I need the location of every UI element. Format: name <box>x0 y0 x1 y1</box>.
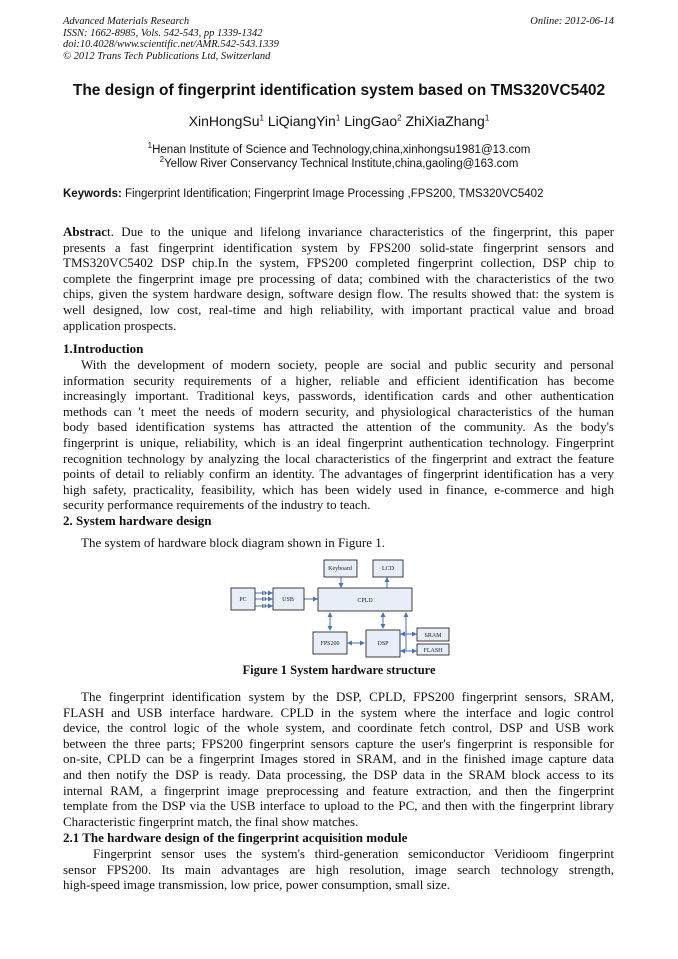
text-line: With the development of modern society, people are social and public security and personal <box>81 357 614 372</box>
section-heading: 2. System hardware design <box>63 513 212 528</box>
abstract <box>63 224 614 333</box>
text-line: on-site, CPLD can be a fingerprint Images stored in SRAM, and in the finished image capture data <box>63 751 614 767</box>
text-line <box>63 224 614 240</box>
keyboard-label: Keyboard <box>328 566 352 572</box>
intro-paragraph <box>63 357 614 513</box>
d-label: D <box>261 597 267 603</box>
text-line: well designed, low cost, real-time and high reliability, with important practical value and broad <box>63 301 614 317</box>
text-line: internal RAM, a fingerprint image preprocessing and feature extraction, and then the fingerprint <box>63 782 614 798</box>
text-line: methods can 't meet the needs of modern security, and physiological characteristics of the human <box>63 403 614 419</box>
authors <box>0 113 678 129</box>
section-heading: 1.Introduction <box>63 341 144 356</box>
text-line: sensor FPS200. Its main advantages are high resolution, image search technology strength, <box>63 861 614 877</box>
text-line: Characteristic fingerprint match, the final show matches. <box>63 813 359 829</box>
text-line: and then notify the DSP is ready. Data processing, the DSP data in the SRAM block access to its <box>63 766 614 782</box>
author-sup: 1 <box>484 113 490 123</box>
text-line: high safety, practicality, feasibility, which has been widely used in finance, e-commerce and high <box>63 481 614 497</box>
figure-intro: The system of hardware block diagram shown in Figure 1. <box>81 535 385 550</box>
author-sup: 2 <box>397 113 402 123</box>
copyright: © 2012 Trans Tech Publications Ltd, Switzerland <box>63 50 271 62</box>
keywords-text: Fingerprint Identification; Fingerprint Image Processing ,FPS200, TMS320VC5402 <box>125 188 544 200</box>
author-sup: 1 <box>335 113 341 123</box>
text-line: application prospects. <box>63 317 177 333</box>
affil-text: Yellow River Conservancy Technical Institute,china,gaoling@163.com <box>164 157 519 170</box>
author: LingGao <box>344 113 398 129</box>
affil-text: Henan Institute of Science and Technology,china,xinhongsu1981@13.com <box>152 143 531 156</box>
text-line: complete the fingerprint image pre processing of data; combined with the characteristics of the two <box>63 270 614 286</box>
text-line: chips, given the system hardware design, software design flow. The results showed that: the system is <box>63 286 614 302</box>
cpld-label: CPLD <box>357 598 373 604</box>
section-heading: 2.1 The hardware design of the fingerprint acquisition module <box>63 830 408 845</box>
text-line: fingerprint is unique, reliability, which is an ideal fingerprint authentication technology. Fingerprint <box>63 434 614 450</box>
hardware-paragraph <box>63 689 614 829</box>
text-line: TMS320VC5402 DSP chip.In the system, FPS200 completed fingerprint collection, DSP chip to <box>63 255 614 271</box>
affil-sup: 1 <box>147 141 153 150</box>
text-line: device, the control logic of the whole system, and coordinate fetch control, DSP and USB work <box>63 720 614 736</box>
text-line: high-speed image transmission, low price, power consumption, small size. <box>63 877 451 893</box>
text-line: Fingerprint sensor uses the system's third-generation semiconductor Veridioom fingerprint <box>93 846 614 861</box>
text-line: security performance requirements of the industry to teach. <box>63 497 371 513</box>
text-line: recognition technology by analyzing the local characteristics of the fingerprint and extract the feature <box>63 450 614 466</box>
affil-sup: 2 <box>159 155 165 164</box>
text-line: presents a fast fingerprint identification system by FPS200 solid-state fingerprint sensors and <box>63 239 614 255</box>
journal-name: Advanced Materials Research <box>63 16 190 27</box>
fps200-label: FPS200 <box>320 641 340 647</box>
flash-label: FLASH <box>423 648 443 654</box>
d-label: D <box>261 604 267 610</box>
dsp-label: DSP <box>377 641 389 647</box>
text-line: body based identification systems has attracted the attention of the community. As the body's <box>63 419 614 435</box>
journal-info <box>63 16 279 62</box>
text-line: between the three parts; FPS200 fingerprint sensors capture the user's fingerprint is responsible for <box>63 735 614 751</box>
online-date: Online: 2012-06-14 <box>530 16 614 27</box>
abstract-first-line: t. Due to the unique and lifelong invariance characteristics of the fingerprint, this paper <box>107 224 614 239</box>
abstract-label: Abstrac <box>63 224 108 239</box>
sensor-paragraph <box>63 846 614 893</box>
d-label: D <box>261 591 267 597</box>
text-line: points of detail to reliably confirm an identity. The advantages of fingerprint identification has a very <box>63 466 614 482</box>
author: LiQiangYin <box>267 113 336 129</box>
issn: ISSN: 1662-8985, Vols. 542-543, pp 1339-1342 <box>63 27 263 39</box>
text-line: FLASH and USB interface hardware. CPLD in the system where the interface and logic control <box>63 704 614 720</box>
keywords <box>63 188 543 200</box>
usb-label: USB <box>282 597 294 603</box>
author-sup: 1 <box>259 113 264 123</box>
keywords-label: Keywords: <box>63 188 122 200</box>
lcd-label: LCD <box>382 566 394 572</box>
text-line: information security requirements of a higher, reliable and efficient identification has become <box>63 372 614 388</box>
text-line: increasingly important. Traditional keys, passwords, identification cards and other authentication <box>63 388 614 404</box>
affiliation <box>0 153 678 171</box>
paper-title: The design of fingerprint identification system based on TMS320VC5402 <box>72 82 606 99</box>
figure-caption: Figure 1 System hardware structure <box>242 663 436 677</box>
author: ZhiXiaZhang <box>405 113 485 129</box>
text-line: The fingerprint identification system by the DSP, CPLD, FPS200 fingerprint sensors, SRAM, <box>81 689 614 704</box>
text-line: template from the DSP via the USB interface to upload to the PC, and then with the fingerprint library <box>63 798 614 814</box>
author: XinHongSu <box>188 113 260 129</box>
doi: doi:10.4028/www.scientific.net/AMR.542-543.1339 <box>63 39 279 50</box>
hardware-block-diagram <box>220 555 450 665</box>
pc-label: PC <box>239 597 247 603</box>
sram-label: SRAM <box>424 633 442 639</box>
